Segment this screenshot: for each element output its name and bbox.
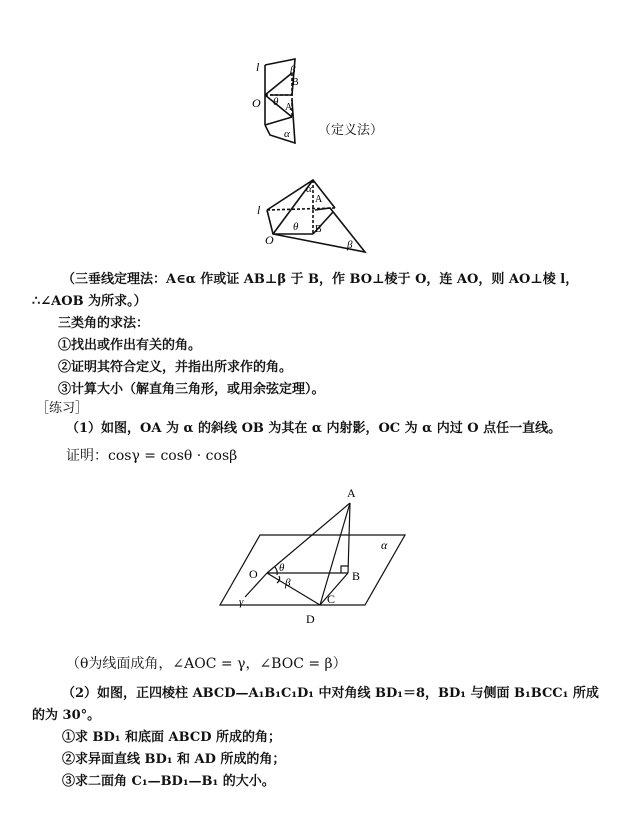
figure-three-perpendiculars bbox=[255, 172, 380, 257]
fig3-label-beta: β bbox=[285, 577, 291, 589]
fig2-label-l: l bbox=[257, 203, 261, 217]
fig2-label-beta: β bbox=[347, 239, 353, 251]
fig3-label-gamma: γ bbox=[239, 596, 244, 608]
fig1-label-l: l bbox=[256, 60, 260, 74]
fig3-label-O: O bbox=[249, 567, 258, 581]
fig1-label-A: A bbox=[285, 102, 293, 113]
fig3-label-A: A bbox=[347, 486, 356, 500]
fig1-label-O: O bbox=[252, 96, 261, 110]
fig1-label-B: B bbox=[292, 77, 299, 88]
practice-heading: ［练习］ bbox=[36, 401, 89, 416]
summary-step-1: ①找出或作出有关的角。 bbox=[58, 338, 202, 353]
figure-definition-method bbox=[240, 55, 320, 150]
exercise-2-part-3: ③求二面角 C₁—BD₁—B₁ 的大小。 bbox=[62, 774, 275, 789]
summary-title: 三类角的求法： bbox=[58, 316, 150, 331]
figure-exercise-1 bbox=[215, 485, 415, 630]
fig1-label-theta: θ bbox=[273, 96, 279, 108]
exercise-2-statement-line2: 的为 30°。 bbox=[32, 708, 101, 723]
exercise-1-statement: （1）如图，OA 为 α 的斜线 OB 为其在 α 内射影，OC 为 α 内过 O 点任一直线。 bbox=[66, 421, 562, 436]
fig1-label-beta: β bbox=[290, 64, 296, 76]
three-perpendiculars-text-line1: （三垂线定理法：A∈α 作或证 AB⊥β 于 B，作 BO⊥棱于 O，连 AO，则 AO⊥棱 l， bbox=[62, 272, 579, 287]
exercise-2-part-2: ②求异面直线 BD₁ 和 AD 所成的角； bbox=[62, 752, 286, 767]
fig2-label-A: A bbox=[315, 194, 323, 205]
fig3-label-B: B bbox=[352, 569, 361, 583]
summary-step-3: ③计算大小（解直角三角形，或用余弦定理）。 bbox=[58, 382, 325, 397]
fig3-label-alpha: α bbox=[381, 538, 388, 552]
fig2-label-B: B bbox=[315, 224, 322, 235]
fig3-label-C: C bbox=[327, 592, 336, 606]
three-perpendiculars-text-line2: ∴∠AOB 为所求。） bbox=[32, 294, 147, 309]
exercise-2-statement-line1: （2）如图，正四棱柱 ABCD—A₁B₁C₁D₁ 中对角线 BD₁＝8，BD₁ 与侧面 B₁BCC₁ 所成 bbox=[62, 686, 599, 701]
exercise-2-part-1: ①求 BD₁ 和底面 ABCD 所成的角； bbox=[62, 730, 281, 745]
exercise-1-proof-goal: 证明：cosγ = cosθ · cosβ bbox=[66, 448, 238, 464]
summary-step-2: ②证明其符合定义，并指出所求作的角。 bbox=[58, 360, 293, 375]
fig2-label-theta: θ bbox=[293, 221, 299, 233]
fig1-caption: （定义法） bbox=[318, 123, 384, 138]
fig3-caption: （θ为线面成角，∠AOC = γ，∠BOC = β） bbox=[66, 656, 347, 672]
fig3-label-D: D bbox=[306, 612, 315, 626]
fig2-label-O: O bbox=[265, 233, 274, 247]
fig2-label-alpha: α bbox=[306, 183, 312, 195]
fig3-label-theta: θ bbox=[279, 562, 285, 574]
fig1-label-alpha: α bbox=[284, 128, 290, 140]
